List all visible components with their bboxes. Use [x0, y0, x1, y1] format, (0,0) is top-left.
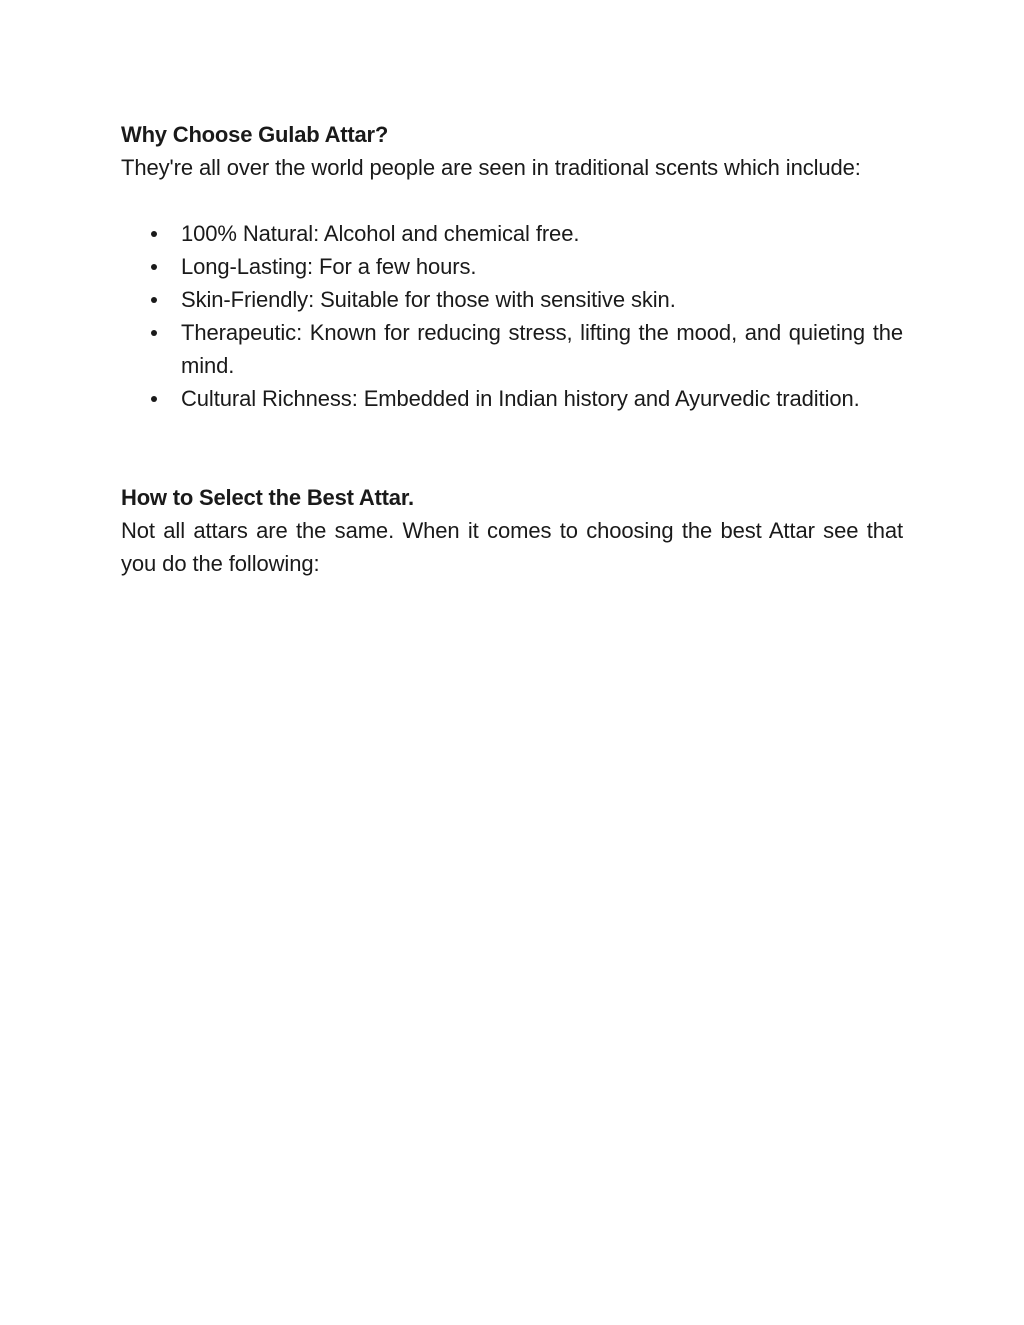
bullet-icon [151, 396, 157, 402]
section-how-to-select [121, 481, 903, 580]
list-item: Cultural Richness: Embedded in Indian history and Ayurvedic tradition. [121, 382, 903, 415]
list-item: Skin-Friendly: Suitable for those with sensitive skin. [121, 283, 903, 316]
list-item: 100% Natural: Alcohol and chemical free. [121, 217, 903, 250]
document-page [121, 118, 903, 580]
bullet-icon [151, 330, 157, 336]
section-heading-how-to-select: How to Select the Best Attar. [121, 485, 414, 510]
bullet-icon [151, 297, 157, 303]
section-why-choose [121, 118, 903, 415]
benefits-list [121, 217, 903, 415]
list-item: Therapeutic: Known for reducing stress, lifting the mood, and quieting the mind. [121, 316, 903, 382]
section-intro-why-choose: They're all over the world people are seen in traditional scents which include: [121, 155, 861, 180]
section-intro-how-to-select: Not all attars are the same. When it comes to choosing the best Attar see that you do the following: [121, 518, 903, 576]
bullet-icon [151, 231, 157, 237]
list-item: Long-Lasting: For a few hours. [121, 250, 903, 283]
section-heading-why-choose: Why Choose Gulab Attar? [121, 122, 389, 147]
bullet-icon [151, 264, 157, 270]
